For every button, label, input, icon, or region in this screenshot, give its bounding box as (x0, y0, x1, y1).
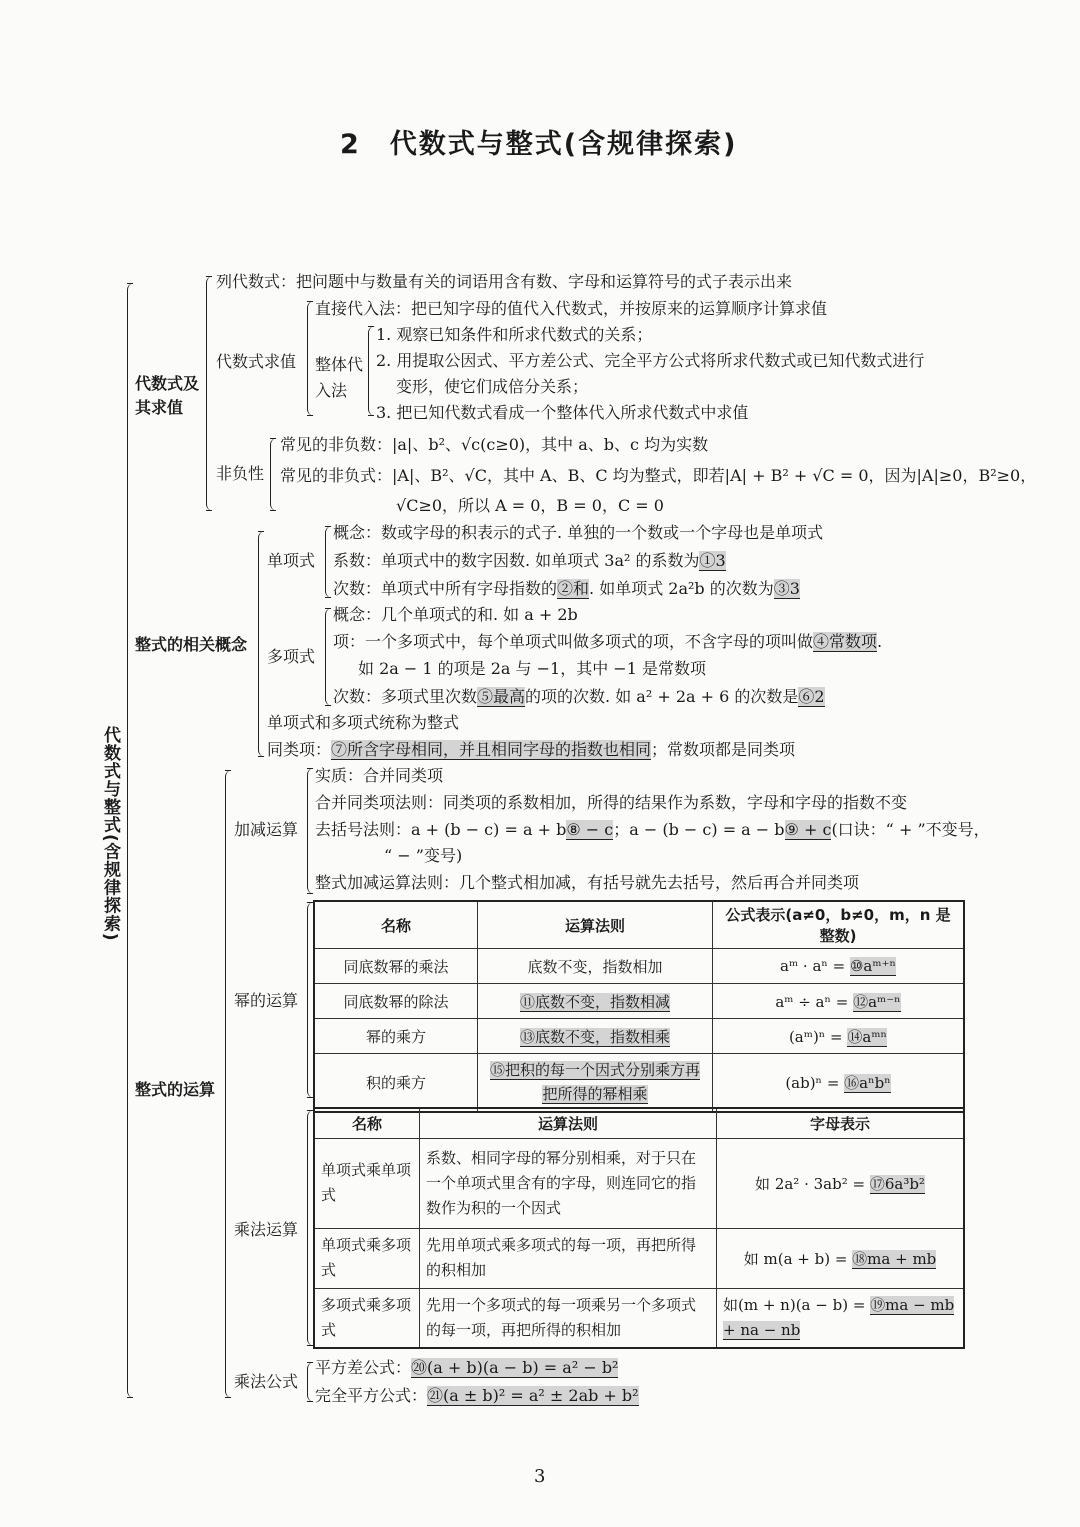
answer-9: ⑨ + c (784, 820, 832, 839)
polynomial-term: 项：一个多项式中，每个单项式叫做多项式的项，不含字母的项叫做④常数项. (333, 632, 883, 651)
nonnegativity-brace (270, 438, 277, 511)
evaluate-brace (307, 301, 314, 416)
nonnegative-expressions-text: 常见的非负式：|A|、B²、√C，其中 A、B、C 均为整式，即若|A| + B² + √C = 0，因为|A|≥0，B²≥0， (280, 466, 1037, 485)
table-row: 同底数幂的除法 ⑪底数不变，指数相减 aᵐ ÷ aⁿ = ⑫aᵐ⁻ⁿ (314, 984, 964, 1019)
monomial-coefficient: 系数：单项式中的数字因数. 如单项式 3a² 的系数为①3 (333, 551, 726, 570)
formula-label: 乘法公式 (234, 1372, 299, 1391)
answer-2: ②和 (557, 579, 590, 598)
list-expression-text: 列代数式：把问题中与数量有关的词语用含有数、字母和运算符号的式子表示出来 (216, 272, 793, 291)
monomial-degree: 次数：单项式中所有字母指数的②和. 如单项式 2a²b 的次数为③3 (333, 579, 800, 598)
whole-step-2a: 2. 用提取公因式、平方差公式、完全平方公式将所求代数式或已知代数式进行 (376, 351, 925, 370)
remove-parentheses-rule: 去括号法则：a + (b − c) = a + b⑧ − c；a − (b − c) = a − b⑨ + c(口诀：“ + ”不变号， (315, 820, 990, 839)
answer-10: ⑩aᵐ⁺ⁿ (849, 957, 896, 975)
answer-16: ⑯aⁿbⁿ (844, 1073, 891, 1092)
nonnegative-numbers-text: 常见的非负数：|a|、b²、√c(c≥0)，其中 a、b、c 均为实数 (280, 435, 709, 454)
answer-3: ③3 (773, 579, 800, 598)
mult-header-rule: 运算法则 (420, 1108, 717, 1138)
page-title: 2 代数式与整式(含规律探索) (340, 129, 738, 160)
power-header-name: 名称 (314, 901, 478, 949)
perfect-square: 完全平方公式：㉑(a ± b)² = a² ± 2ab + b² (315, 1386, 639, 1405)
polynomial-concept: 概念：几个单项式的和. 如 a + 2b (333, 605, 578, 624)
section-polynomial-concepts: 整式的相关概念 (135, 635, 248, 654)
table-row: 单项式乘单项式 系数、相同字母的幂分别相乘，对于只在一个单项式里含有的字母，则连同它的指数作为积的一个因式 如 2a² · 3ab² = ⑰6a³b² (314, 1138, 964, 1228)
table-row: 多项式乘多项式 先用一个多项式的每一项乘另一个多项式的每一项，再把所得的积相加 如(m + n)(a − b) = ⑲ma − mb + na − nb (314, 1288, 964, 1348)
nonnegative-conclusion-text: √C≥0，所以 A = 0，B = 0，C = 0 (396, 496, 664, 515)
power-header-formula: 公式表示(a≠0，b≠0，m，n 是整数) (713, 901, 965, 949)
answer-7: ⑦所含字母相同，并且相同字母的指数也相同 (331, 740, 652, 759)
section-polynomial-operations: 整式的运算 (135, 1080, 216, 1099)
multiplication-label: 乘法运算 (234, 1220, 299, 1239)
answer-20: ⑳(a + b)(a − b) = a² − b² (411, 1358, 619, 1377)
answer-6: ⑥2 (798, 687, 825, 706)
root-label: 代数式与整式(含规律探索) (100, 726, 120, 942)
table-row: 单项式乘多项式 先用单项式乘多项式的每一项，再把所得的积相加 如 m(a + b) = ⑱ma + mb (314, 1228, 964, 1288)
add-subtract-label: 加减运算 (234, 820, 299, 839)
answer-21: ㉑(a ± b)² = a² ± 2ab + b² (427, 1386, 639, 1405)
direct-substitution-text: 直接代入法：把已知字母的值代入代数式，并按原来的运算顺序计算求值 (315, 299, 828, 318)
integral-expression-definition: 单项式和多项式统称为整式 (267, 713, 460, 732)
formula-brace (307, 1362, 314, 1402)
monomial-concept: 概念：数或字母的积表示的式子. 单独的一个数或一个字母也是单项式 (333, 523, 824, 542)
answer-4: ④常数项 (813, 632, 878, 651)
monomial-brace (325, 526, 332, 598)
add-essence: 实质：合并同类项 (315, 766, 444, 785)
polynomial-degree: 次数：多项式里次数⑤最高的项的次数. 如 a² + 2a + 6 的次数是⑥2 (333, 687, 825, 706)
whole-substitution-brace (368, 326, 375, 416)
answer-8: ⑧ − c (566, 820, 614, 839)
answer-5: ⑤最高 (477, 687, 526, 706)
answer-14: ⑭aᵐⁿ (847, 1027, 888, 1046)
section-algebraic-expression: 代数式及其求值 (135, 374, 200, 417)
difference-of-squares: 平方差公式：⑳(a + b)(a − b) = a² − b² (315, 1358, 619, 1377)
add-subtract-rule: 整式加减运算法则：几个整式相加减，有括号就先去括号，然后再合并同类项 (315, 873, 860, 892)
multiplication-table (313, 1107, 965, 1349)
answer-12: ⑫aᵐ⁻ⁿ (853, 992, 901, 1011)
nonnegativity-label: 非负性 (216, 464, 265, 483)
table-row: 同底数幂的乘法 底数不变，指数相加 aᵐ · aⁿ = ⑩aᵐ⁺ⁿ (314, 949, 964, 984)
answer-1: ①3 (699, 551, 726, 570)
polynomial-brace (325, 608, 332, 706)
section1-brace (206, 276, 213, 511)
polynomial-term-example: 如 2a − 1 的项是 2a 与 −1，其中 −1 是常数项 (358, 659, 706, 678)
monomial-label: 单项式 (267, 551, 316, 570)
polynomial-label: 多项式 (267, 647, 316, 666)
answer-18: ⑱ma + mb (852, 1249, 937, 1268)
section2-brace (258, 531, 265, 757)
mult-header-formula: 字母表示 (717, 1108, 965, 1138)
page-number: 3 (534, 1466, 546, 1487)
answer-13: ⑬底数不变，指数相乘 (519, 1027, 670, 1046)
whole-substitution-label: 整体代入法 (315, 355, 364, 400)
answer-17: ⑰6a³b² (869, 1174, 925, 1193)
table-row: 幂的乘方 ⑬底数不变，指数相乘 (aᵐ)ⁿ = ⑭aᵐⁿ (314, 1019, 964, 1054)
whole-step-1: 1. 观察已知条件和所求代数式的关系； (376, 325, 653, 344)
combine-like-terms-rule: 合并同类项法则：同类项的系数相加，所得的结果作为系数，字母和字母的指数不变 (315, 793, 908, 812)
power-header-rule: 运算法则 (478, 901, 713, 949)
answer-15: ⑮把积的每一个因式分别乘方再把所得的幂相乘 (489, 1061, 700, 1104)
power-operations-label: 幂的运算 (234, 991, 299, 1010)
power-operations-table (313, 900, 965, 1113)
table-row: 积的乘方 ⑮把积的每一个因式分别乘方再把所得的幂相乘 (ab)ⁿ = ⑯aⁿbⁿ (314, 1054, 964, 1112)
add-subtract-brace (307, 768, 314, 894)
root-brace (127, 283, 134, 1398)
remove-parentheses-mnemonic: “ − ”变号) (384, 846, 463, 865)
answer-19: ⑲ma − mb + na − nb (723, 1295, 955, 1339)
whole-step-2b: 变形，使它们成倍分关系； (396, 377, 589, 396)
evaluate-label: 代数式求值 (216, 352, 297, 371)
whole-step-3: 3. 把已知代数式看成一个整体代入所求代数式中求值 (376, 403, 749, 422)
mult-header-name: 名称 (314, 1108, 420, 1138)
like-terms-text: 同类项：⑦所含字母相同，并且相同字母的指数也相同；常数项都是同类项 (267, 740, 796, 759)
section3-brace (225, 770, 232, 1398)
answer-11: ⑪底数不变，指数相减 (519, 992, 670, 1011)
